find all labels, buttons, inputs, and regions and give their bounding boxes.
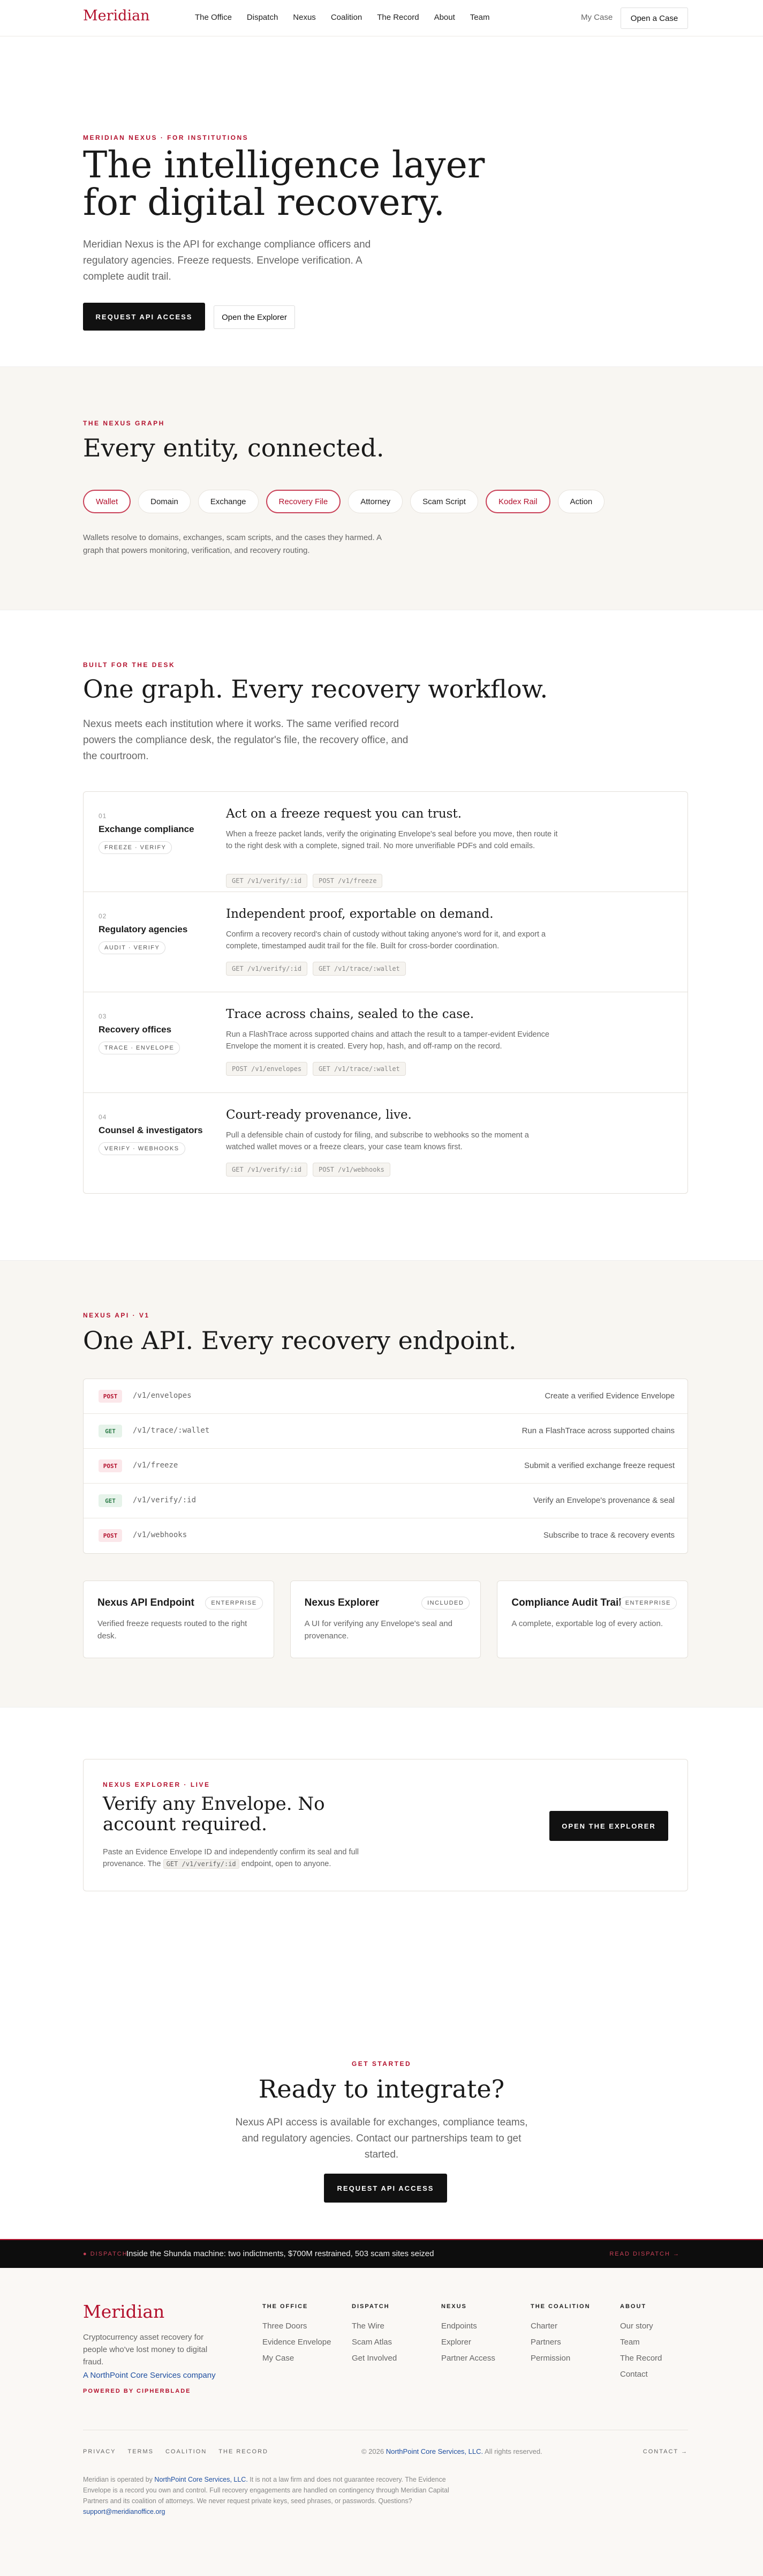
nav-nexus[interactable]: Nexus (293, 13, 316, 22)
workflow-tag: FREEZE · VERIFY (99, 841, 172, 854)
disc-company-link[interactable]: NorthPoint Core Services, LLC. (154, 2476, 248, 2483)
copy-company-link[interactable]: NorthPoint Core Services, LLC. (386, 2447, 484, 2455)
footer-link[interactable]: Explorer (441, 2338, 471, 2347)
footer-link[interactable]: Our story (620, 2322, 653, 2331)
my-case-link[interactable]: My Case (581, 13, 613, 22)
endpoint-row[interactable] (84, 1449, 688, 1484)
workflow-title: Exchange compliance (99, 824, 194, 834)
entity-pill-recovery-file[interactable]: Recovery File (266, 490, 341, 513)
workflow-description: Run a FlashTrace across supported chains and attach the result to a tamper-evident Evidence Envelope the moment it is created. Every hop, hash, and off-ramp on the record. (226, 1030, 549, 1051)
product-cards (83, 1581, 688, 1658)
footer-column (620, 2303, 709, 2386)
product-name: Nexus API Endpoint (97, 1597, 194, 1608)
footer-column (441, 2303, 531, 2386)
workflow-number: 02 (99, 912, 107, 920)
workflows-eyebrow: BUILT FOR THE DESK (83, 661, 176, 669)
endpoint-path: /v1/webhooks (133, 1531, 187, 1539)
footer-column-title: ABOUT (620, 2303, 647, 2310)
product-badge: ENTERPRISE (205, 1597, 262, 1609)
copyright (361, 2447, 542, 2455)
footer-column-title: THE OFFICE (262, 2303, 308, 2310)
footer-link[interactable]: Charter (531, 2322, 558, 2331)
entity-pill-wallet[interactable]: Wallet (83, 490, 131, 513)
method-badge: GET (99, 1425, 122, 1437)
request-api-access-button[interactable]: REQUEST API ACCESS (83, 303, 205, 331)
workflow-endpoints (226, 874, 382, 888)
endpoint-chip: GET /v1/verify/:id (226, 874, 307, 888)
api-section (0, 1260, 763, 1708)
logo[interactable]: Meridian (83, 8, 150, 24)
entity-pill-domain[interactable]: Domain (138, 490, 191, 513)
product-card[interactable] (497, 1581, 688, 1658)
cta-eyebrow: GET STARTED (351, 2060, 412, 2068)
workflow-title: Counsel & investigators (99, 1125, 203, 1135)
explorer-card (83, 1759, 688, 1891)
footer-link[interactable]: Partners (531, 2338, 561, 2347)
endpoint-chip: GET /v1/trace/:wallet (313, 962, 406, 976)
workflow-endpoints (226, 1062, 406, 1076)
endpoint-list (83, 1379, 688, 1554)
workflow-heading: Trace across chains, sealed to the case. (226, 1007, 474, 1021)
endpoint-description: Run a FlashTrace across supported chains (522, 1426, 675, 1435)
open-explorer-button[interactable]: Open the Explorer (214, 305, 295, 329)
method-badge: POST (99, 1390, 122, 1403)
workflow-description: Pull a defensible chain of custody for filing, and subscribe to webhooks so the moment a watched wallet moves or a freeze clears, your case team knows first. (226, 1131, 529, 1151)
endpoint-chip: POST /v1/envelopes (226, 1062, 307, 1076)
hero-section (0, 36, 763, 330)
footer-link[interactable]: Endpoints (441, 2322, 477, 2331)
endpoint-chip: POST /v1/webhooks (313, 1163, 390, 1177)
ticker-text[interactable]: Inside the Shunda machine: two indictments, $700M restrained, 503 scam sites seized (126, 2249, 434, 2258)
footer-column-title: DISPATCH (352, 2303, 390, 2310)
workflow-number: 01 (99, 812, 107, 820)
footer-logo[interactable]: Meridian (83, 2301, 165, 2322)
product-badge: INCLUDED (421, 1597, 470, 1609)
nav-coalition[interactable]: Coalition (330, 13, 362, 22)
powered-by: POWERED BY CIPHERBLADE (83, 2388, 191, 2394)
workflow-number: 03 (99, 1013, 107, 1020)
workflow-heading: Act on a freeze request you can trust. (226, 807, 462, 821)
the-record-link[interactable]: THE RECORD (218, 2448, 269, 2455)
contact-link[interactable]: CONTACT → (643, 2448, 688, 2455)
product-name: Compliance Audit Trail (511, 1597, 622, 1608)
workflow-row (84, 792, 688, 892)
workflow-endpoints (226, 1163, 390, 1177)
method-badge: GET (99, 1494, 122, 1507)
workflow-description: When a freeze packet lands, verify the originating Envelope's seal before you move, then route it to the right desk with a complete, signed trail. No more unverifiable PDFs and cold emails. (226, 830, 558, 850)
product-description: A UI for verifying any Envelope's seal and provenance. (304, 1619, 453, 1641)
endpoint-row[interactable] (84, 1518, 688, 1553)
endpoint-row[interactable] (84, 1484, 688, 1518)
site-header (0, 0, 763, 36)
footer-link[interactable]: Evidence Envelope (262, 2338, 331, 2347)
hero-body: Meridian Nexus is the API for exchange compliance officers and regulatory agencies. Freeze requests. Envelope verification. A complete audit trail. (83, 239, 371, 282)
footer-link[interactable]: Team (620, 2338, 640, 2347)
nav-the-record[interactable]: The Record (377, 13, 419, 22)
product-name: Nexus Explorer (304, 1597, 380, 1608)
entity-pill-kodex-rail[interactable]: Kodex Rail (486, 490, 550, 513)
explorer-title: Verify any Envelope. No account required. (103, 1793, 325, 1835)
support-email-link[interactable]: support@meridianoffice.org (83, 2508, 165, 2515)
workflow-tag: VERIFY · WEBHOOKS (99, 1142, 185, 1155)
footer-column (352, 2303, 441, 2386)
footer-bottom-links (83, 2448, 268, 2455)
ticker-label: ● DISPATCH (83, 2251, 128, 2257)
footer-column-title: THE COALITION (531, 2303, 591, 2310)
open-the-explorer-button[interactable]: OPEN THE EXPLORER (549, 1811, 668, 1841)
disc-pre: Meridian is operated by (83, 2476, 153, 2483)
footer-column (531, 2303, 620, 2386)
workflows-section (0, 610, 763, 1260)
footer-link[interactable]: Permission (531, 2354, 571, 2363)
footer-tagline: Cryptocurrency asset recovery for people who've lost money to digital fraud. (83, 2333, 208, 2367)
entity-pill-exchange[interactable]: Exchange (198, 490, 259, 513)
entity-pill-attorney[interactable]: Attorney (348, 490, 403, 513)
workflow-heading: Independent proof, exportable on demand. (226, 907, 494, 921)
explorer-body (103, 1846, 381, 1870)
main-nav (195, 13, 489, 22)
hero-title: The intelligence layer for digital recovery. (83, 144, 485, 224)
footer-link[interactable]: Scam Atlas (352, 2338, 392, 2347)
footer-link[interactable]: My Case (262, 2354, 294, 2363)
footer-link[interactable]: The Record (620, 2354, 662, 2363)
product-card[interactable] (83, 1581, 274, 1658)
entity-pills (83, 490, 605, 513)
footer-link[interactable]: Three Doors (262, 2322, 307, 2331)
disc-body: It is not a law firm and does not guarantee recovery. The Evidence Envelope is a record you own and control. Full recovery engagements are handled on contingency through Meridian Capital Partners and its coalition of attorneys. We never request private keys, seed phrases, or passwords. Questions? (83, 2476, 449, 2505)
workflow-endpoints (226, 962, 406, 976)
nexus-graph-section (0, 366, 763, 610)
coalition-link[interactable]: COALITION (165, 2448, 207, 2455)
cta-section (0, 1963, 763, 2239)
entity-pill-scam-script[interactable]: Scam Script (410, 490, 478, 513)
entity-pill-action[interactable]: Action (558, 490, 605, 513)
terms-link[interactable]: TERMS (127, 2448, 154, 2455)
cta-body: Nexus API access is available for exchanges, compliance teams, and regulatory agencies. Contact our partnerships team to get started. (235, 2117, 528, 2160)
privacy-link[interactable]: PRIVACY (83, 2448, 116, 2455)
api-title: One API. Every recovery endpoint. (83, 1326, 517, 1355)
graph-eyebrow: THE NEXUS GRAPH (83, 420, 165, 427)
workflow-tag: TRACE · ENVELOPE (99, 1042, 180, 1054)
nav-the-office[interactable]: The Office (195, 13, 232, 22)
endpoint-chip: GET /v1/verify/:id (226, 962, 307, 976)
northpoint-link[interactable]: A NorthPoint Core Services company (83, 2371, 216, 2380)
workflow-title: Recovery offices (99, 1024, 172, 1035)
copy-rights: All rights reserved. (485, 2447, 542, 2455)
product-badge: ENTERPRISE (620, 1597, 677, 1609)
explorer-section (0, 1708, 763, 1963)
workflow-number: 04 (99, 1113, 107, 1121)
footer-column (262, 2303, 352, 2386)
workflow-tag: AUDIT · VERIFY (99, 941, 165, 954)
product-card[interactable] (290, 1581, 481, 1658)
open-case-button[interactable]: Open a Case (621, 8, 688, 29)
workflows-title: One graph. Every recovery workflow. (83, 675, 548, 703)
api-eyebrow: NEXUS API · V1 (83, 1312, 150, 1319)
explorer-eyebrow: NEXUS EXPLORER · LIVE (103, 1781, 210, 1788)
explorer-body-post: endpoint, open to anyone. (241, 1860, 331, 1868)
workflow-row (84, 1093, 688, 1193)
workflow-description: Confirm a recovery record's chain of custody without taking anyone's word for it, and export a complete, timestamped audit trail for the file. Built for cross-border coordination. (226, 930, 546, 950)
endpoint-row[interactable] (84, 1379, 688, 1414)
workflow-row (84, 992, 688, 1093)
endpoint-path: /v1/envelopes (133, 1391, 192, 1400)
workflow-cards (83, 791, 688, 1194)
explorer-body-pre: Paste an Evidence Envelope ID and independently confirm its seal and full provenance. The (103, 1848, 359, 1868)
endpoint-path: /v1/trace/:wallet (133, 1426, 210, 1435)
hero-eyebrow: MERIDIAN NEXUS · FOR INSTITUTIONS (83, 134, 249, 141)
workflow-heading: Court-ready provenance, live. (226, 1108, 412, 1122)
endpoint-description: Subscribe to trace & recovery events (543, 1531, 675, 1540)
footer-columns (262, 2303, 709, 2386)
workflow-title: Regulatory agencies (99, 924, 188, 934)
product-description: A complete, exportable log of every action. (511, 1619, 663, 1628)
footer-column-title: NEXUS (441, 2303, 467, 2310)
nav-team[interactable]: Team (470, 13, 490, 22)
endpoint-chip: GET /v1/trace/:wallet (313, 1062, 406, 1076)
site-footer (0, 2268, 763, 2576)
endpoint-description: Submit a verified exchange freeze request (524, 1461, 675, 1470)
footer-link[interactable]: The Wire (352, 2322, 384, 2331)
workflow-row (84, 892, 688, 992)
cta-request-access-button[interactable]: REQUEST API ACCESS (324, 2174, 447, 2203)
copy-year: © 2026 (361, 2447, 384, 2455)
endpoint-chip: POST /v1/freeze (313, 874, 382, 888)
method-badge: POST (99, 1529, 122, 1542)
nav-dispatch[interactable]: Dispatch (246, 13, 278, 22)
footer-link[interactable]: Contact (620, 2370, 648, 2379)
endpoint-path: /v1/verify/:id (133, 1496, 197, 1504)
graph-title: Every entity, connected. (83, 433, 384, 462)
endpoint-description: Verify an Envelope's provenance & seal (533, 1496, 675, 1505)
read-dispatch-link[interactable]: READ DISPATCH → (609, 2251, 680, 2257)
footer-link[interactable]: Partner Access (441, 2354, 495, 2363)
workflows-lead: Nexus meets each institution where it works. The same verified record powers the compliance desk, the regulator's file, the recovery office, and the courtroom. (83, 718, 409, 762)
method-badge: POST (99, 1459, 122, 1472)
endpoint-description: Create a verified Evidence Envelope (545, 1391, 675, 1401)
product-description: Verified freeze requests routed to the right desk. (97, 1619, 247, 1641)
dispatch-ticker[interactable] (0, 2239, 763, 2268)
verify-endpoint-code: GET /v1/verify/:id (163, 1859, 239, 1869)
endpoint-chip: GET /v1/verify/:id (226, 1163, 307, 1177)
graph-body: Wallets resolve to domains, exchanges, scam scripts, and the cases they harmed. A graph that powers monitoring, verification, and recovery routing. (83, 533, 382, 555)
cta-title: Ready to integrate? (258, 2075, 505, 2103)
endpoint-path: /v1/freeze (133, 1461, 178, 1470)
disclaimer (83, 2474, 474, 2517)
footer-link[interactable]: Get Involved (352, 2354, 397, 2363)
endpoint-row[interactable] (84, 1414, 688, 1449)
nav-about[interactable]: About (434, 13, 455, 22)
